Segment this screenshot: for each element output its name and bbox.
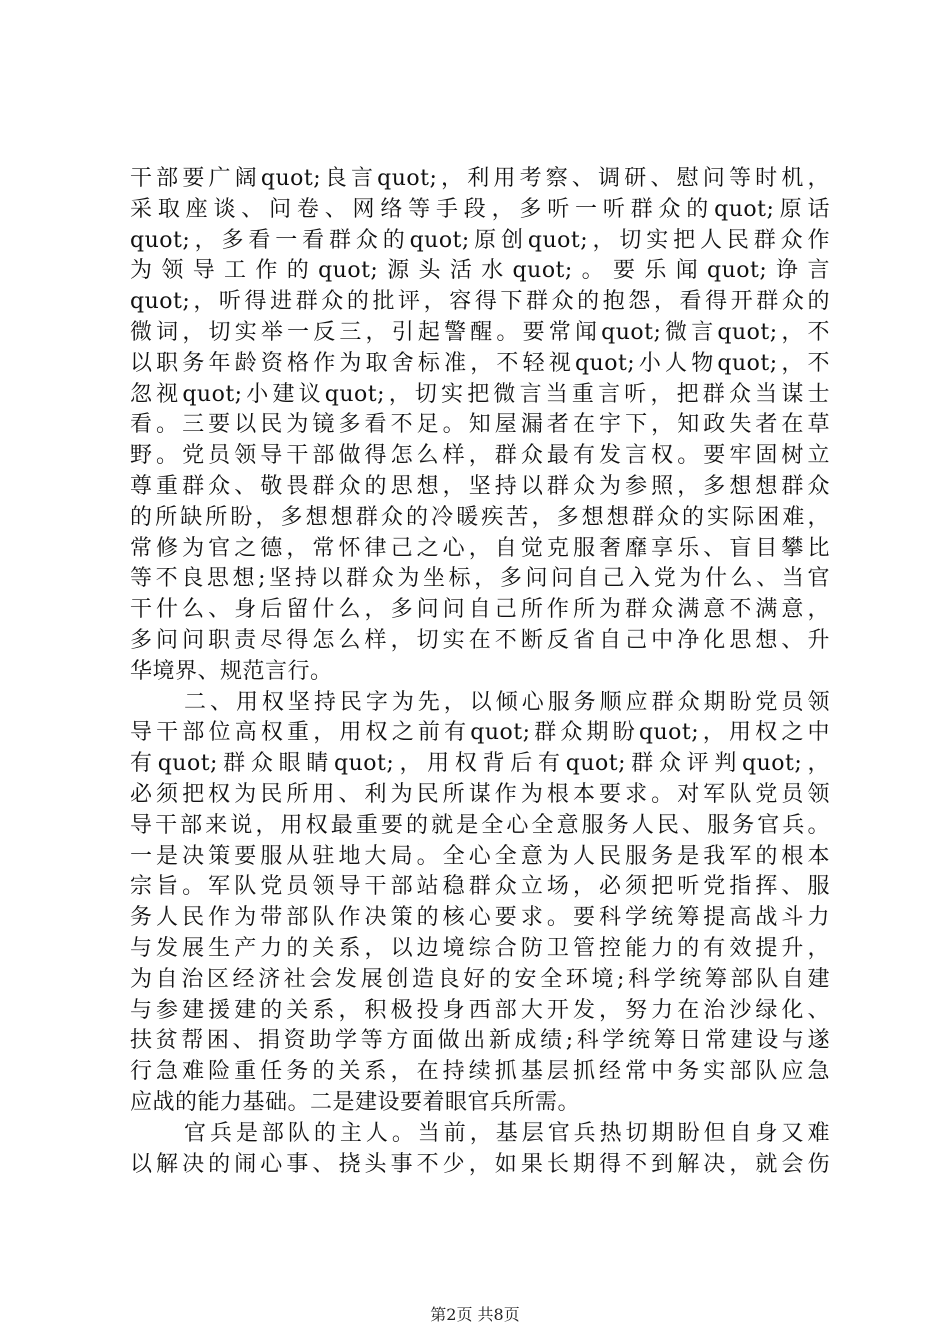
page-number: 第2页 共8页 (430, 1305, 520, 1324)
text-line: 必须把权为民所用、利为民所谋作为根本要求。对军队党员领 (130, 781, 830, 807)
text-line: 以解决的闹心事、挠头事不少，如果长期得不到解决，就会伤 (130, 1151, 830, 1177)
body-text (130, 164, 830, 1180)
text-line: 宗旨。军队党员领导干部站稳群众立场，必须把听党指挥、服 (130, 874, 830, 900)
text-line: 等不良思想;坚持以群众为坐标，多问问自己入党为什么、当官 (130, 566, 830, 592)
text-line: 干部要广阔quot;良言quot;，利用考察、调研、慰问等时机， (130, 166, 830, 191)
text-line: 行急难险重任务的关系，在持续抓基层抓经常中务实部队应急 (130, 1059, 830, 1085)
text-line: 忽视quot;小建议quot;，切实把微言当重言听，把群众当谋士 (130, 381, 830, 407)
text-line: 看。三要以民为镜多看不足。知屋漏者在宇下，知政失者在草 (130, 412, 830, 438)
text-line: 为自治区经济社会发展创造良好的安全环境;科学统筹部队自建 (130, 966, 830, 992)
text-line: 干什么、身后留什么，多问问自己所作所为群众满意不满意， (130, 597, 830, 623)
text-line: 导干部来说，用权最重要的就是全心全意服务人民、服务官兵。 (130, 812, 830, 838)
text-line: 野。党员领导干部做得怎么样，群众最有发言权。要牢固树立 (130, 443, 830, 469)
text-line: 尊重群众、敬畏群众的思想，坚持以群众为参照，多想想群众 (130, 473, 830, 499)
text-line: 多问问职责尽得怎么样，切实在不断反省自己中净化思想、升 (130, 627, 830, 653)
text-line: 采取座谈、问卷、网络等手段，多听一听群众的quot;原话 (130, 196, 830, 222)
text-line: 与参建援建的关系，积极投身西部大开发，努力在治沙绿化、 (130, 997, 830, 1023)
text-line: 有quot;群众眼睛quot;，用权背后有quot;群众评判quot;， (130, 751, 830, 777)
text-line: 应战的能力基础。二是建设要着眼官兵所需。 (130, 1089, 581, 1115)
text-line: quot;，听得进群众的批评，容得下群众的抱怨，看得开群众的 (130, 289, 830, 315)
text-line: 一是决策要服从驻地大局。全心全意为人民服务是我军的根本 (130, 843, 830, 869)
text-line: 微词，切实举一反三，引起警醒。要常闻quot;微言quot;，不 (130, 319, 830, 345)
text-line: 导干部位高权重，用权之前有quot;群众期盼quot;，用权之中 (130, 720, 830, 746)
text-line: 华境界、规范言行。 (130, 658, 333, 684)
text-line: 务人民作为带部队作决策的核心要求。要科学统筹提高战斗力 (130, 905, 830, 931)
text-line: 与发展生产力的关系，以边境综合防卫管控能力的有效提升， (130, 935, 830, 961)
text-line: 扶贫帮困、捐资助学等方面做出新成绩;科学统筹日常建设与遂 (130, 1028, 830, 1054)
text-line: quot;，多看一看群众的quot;原创quot;，切实把人民群众作 (130, 227, 830, 253)
text-line: 的所缺所盼，多想想群众的冷暖疾苦，多想想群众的实际困难， (130, 504, 830, 530)
text-line: 以职务年龄资格作为取舍标准，不轻视quot;小人物quot;，不 (130, 350, 830, 376)
paragraph-start-line: 官兵是部队的主人。当前，基层官兵热切期盼但自身又难 (184, 1120, 830, 1146)
text-line: 常修为官之德，常怀律己之心，自觉克服奢靡享乐、盲目攀比 (130, 535, 830, 561)
text-line: 为领导工作的quot;源头活水quot;。要乐闻quot;诤言 (130, 258, 830, 284)
paragraph-start-line: 二、用权坚持民字为先，以倾心服务顺应群众期盼党员领 (184, 689, 830, 715)
